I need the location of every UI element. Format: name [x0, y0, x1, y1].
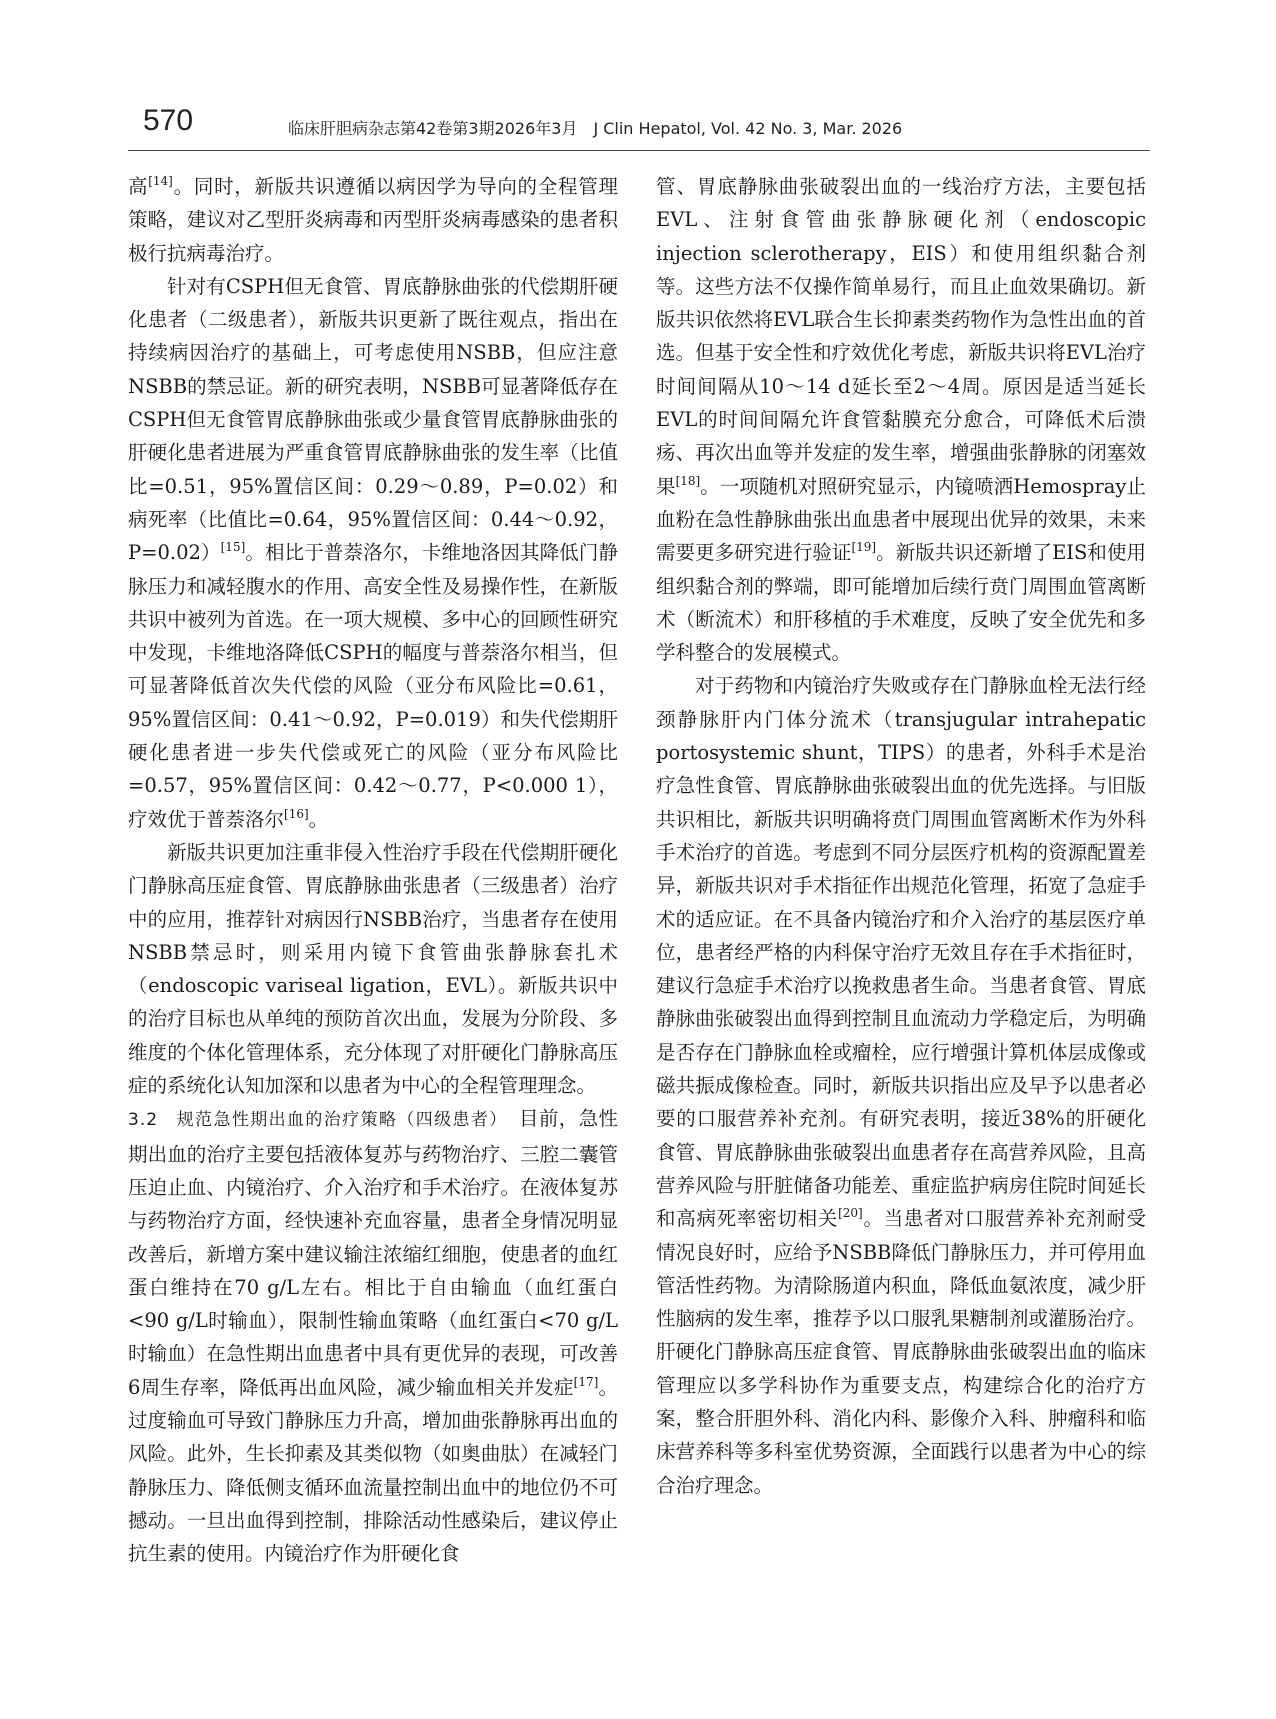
citation: [14]: [148, 174, 173, 188]
citation: [17]: [573, 1374, 599, 1389]
body-text: 对于药物和内镜治疗失败或存在门静脉血栓无法行经颈静脉肝内门体分流术（transjugular intrahepatic portosystemic shunt，TIPS）的患者，外科手术是治疗急性食管、胃底静脉曲张破裂出血的优先选择。与旧版共识相比，新版共识明确将贲门周围血管离断术作为外科手术治疗的首选。考虑到不同分层医疗机构的资源配置差异，新版共识对手术指征作出规范化管理，拓宽了急症手术的适应证。在不具备内镜治疗和介入治疗的基层医疗单位，患者经严格的内科保守治疗无效且存在手术指征时，建议行急症手术治疗以挽救患者生命。当患者食管、胃底静脉曲张破裂出血得到控制且血流动力学稳定后，为明确是否存在门静脉血栓或瘤栓，应行增强计算机体层成像或磁共振成像检查。同时，新版共识指出应及早予以患者必要的口服营养补充剂。有研究表明，接近38%的肝硬化食管、胃底静脉曲张破裂出血患者存在高营养风险，且高营养风险与肝脏储备功能差、重症监护病房住院时间延长和高病死率密切相关: [656, 674, 1146, 1231]
citation: [16]: [284, 806, 309, 821]
citation: [18]: [675, 473, 701, 488]
paragraph: [128, 270, 618, 836]
paragraph: [128, 1102, 618, 1570]
paragraph: [128, 170, 618, 270]
right-column: [656, 170, 1146, 1502]
body-text: 高: [128, 175, 149, 198]
body-text: 。相比于普萘洛尔，卡维地洛因其降低门静脉压力和减轻腹水的作用、高安全性及易操作性，在新版共识中被列为首选。在一项大规模、多中心的回顾性研究中发现，卡维地洛降低CSPH的幅度与普萘洛尔相当，但可显著降低首次失代偿的风险（亚分布风险比=0.61，95%置信区间：0.41～0.92，P=0.019）和失代偿期肝硬化患者进一步失代偿或死亡的风险（亚分布风险比=0.57，95%置信区间：0.42～0.77，P<0.000 1），疗效优于普萘洛尔: [128, 541, 618, 831]
paragraph: [656, 669, 1146, 1501]
citation: [19]: [851, 540, 877, 555]
section-heading: 3.2 规范急性期出血的治疗策略（四级患者）: [128, 1110, 500, 1131]
citation: [15]: [220, 540, 246, 555]
paragraph: [128, 836, 618, 1102]
body-text: 。新版共识还新增了EIS和使用组织黏合剂的弊端，即可能增加后续行贲门周围血管离断术（断流术）和肝移植的手术难度，反映了安全优先和多学科整合的发展模式。: [656, 541, 1146, 665]
running-head: 临床肝胆病杂志第42卷第3期2026年3月 J Clin Hepatol, Vol. 42 No. 3, Mar. 2026: [288, 119, 903, 138]
body-text: 。: [308, 807, 329, 831]
body-text: 管、胃底静脉曲张破裂出血的一线治疗方法，主要包括EVL、注射食管曲张静脉硬化剂（endoscopic injection sclerotherapy，EIS）和使用组织黏合剂等。这些方法不仅操作简单易行，而且止血效果确切。新版共识依然将EVL联合生长抑素类药物作为急性出血的首选。但基于安全性和疗效优化考虑，新版共识将EVL治疗时间间隔从10～14 d延长至2～4周。原因是适当延长EVL的时间间隔允许食管黏膜充分愈合，可降低术后溃疡、再次出血等并发症的发生率，增强曲张静脉的闭塞效果: [656, 175, 1146, 498]
body-text: 新版共识更加注重非侵入性治疗手段在代偿期肝硬化门静脉高压症食管、胃底静脉曲张患者（三级患者）治疗中的应用，推荐针对病因行NSBB治疗，当患者存在使用NSBB禁忌时，则采用内镜下食管曲张静脉套扎术（endoscopic variseal ligation，EVL）。新版共识中的治疗目标也从单纯的预防首次出血，发展为分阶段、多维度的个体化管理体系，充分体现了对肝硬化门静脉高压症的系统化认知加深和以患者为中心的全程管理理念。: [128, 840, 618, 1098]
body-text: 目前，急性期出血的治疗主要包括液体复苏与药物治疗、三腔二囊管压迫止血、内镜治疗、介入治疗和手术治疗。在液体复苏与药物治疗方面，经快速补充血容量，患者全身情况明显改善后，新增方案中建议输注浓缩红细胞，使患者的血红蛋白维持在70 g/L左右。相比于自由输血（血红蛋白<90 g/L时输血），限制性输血策略（血红蛋白<70 g/L时输血）在急性期出血患者中具有更优异的表现，可改善6周生存率，降低再出血风险，减少输血相关并发症: [128, 1107, 618, 1399]
body-text: 针对有CSPH但无食管、胃底静脉曲张的代偿期肝硬化患者（二级患者），新版共识更新了既往观点，指出在持续病因治疗的基础上，可考虑使用NSBB，但应注意NSBB的禁忌证。新的研究表明，NSBB可显著降低存在CSPH但无食管胃底静脉曲张或少量食管胃底静脉曲张的肝硬化患者进展为严重食管胃底静脉曲张的发生率（比值比=0.51，95%置信区间：0.29～0.89，P=0.02）和病死率（比值比=0.64，95%置信区间：0.44～0.92，P=0.02）: [128, 274, 618, 565]
body-text: 。一项随机对照研究显示，内镜喷洒Hemospray止血粉在急性静脉曲张出血患者中展现出优异的效果，未来需要更多研究进行验证: [656, 474, 1146, 565]
body-text: 。当患者对口服营养补充剂耐受情况良好时，应给予NSBB降低门静脉压力，并可停用血管活性药物。为清除肠道内积血，降低血氨浓度，减少肝性脑病的发生率，推荐予以口服乳果糖制剂或灌肠治疗。肝硬化门静脉高压症食管、胃底静脉曲张破裂出血的临床管理应以多学科协作为重要支点，构建综合化的治疗方案，整合肝胆外科、消化内科、影像介入科、肿瘤科和临床营养科等多科室优势资源，全面践行以患者为中心的综合治疗理念。: [656, 1207, 1146, 1497]
citation: [20]: [838, 1206, 863, 1221]
body-text: 。同时，新版共识遵循以病因学为导向的全程管理策略，建议对乙型肝炎病毒和丙型肝炎病毒感染的患者积极行抗病毒治疗。: [128, 175, 618, 265]
paragraph: [656, 170, 1146, 669]
header-rule: [128, 150, 1150, 151]
left-column: [128, 170, 618, 1570]
body-text: 。过度输血可导致门静脉压力升高，增加曲张静脉再出血的风险。此外，生长抑素及其类似物（如奥曲肽）在减轻门静脉压力、降低侧支循环血流量控制出血中的地位仍不可撼动。一旦出血得到控制，排除活动性感染后，建议停止抗生素的使用。内镜治疗作为肝硬化食: [128, 1375, 618, 1566]
page-number: 570: [143, 104, 194, 137]
